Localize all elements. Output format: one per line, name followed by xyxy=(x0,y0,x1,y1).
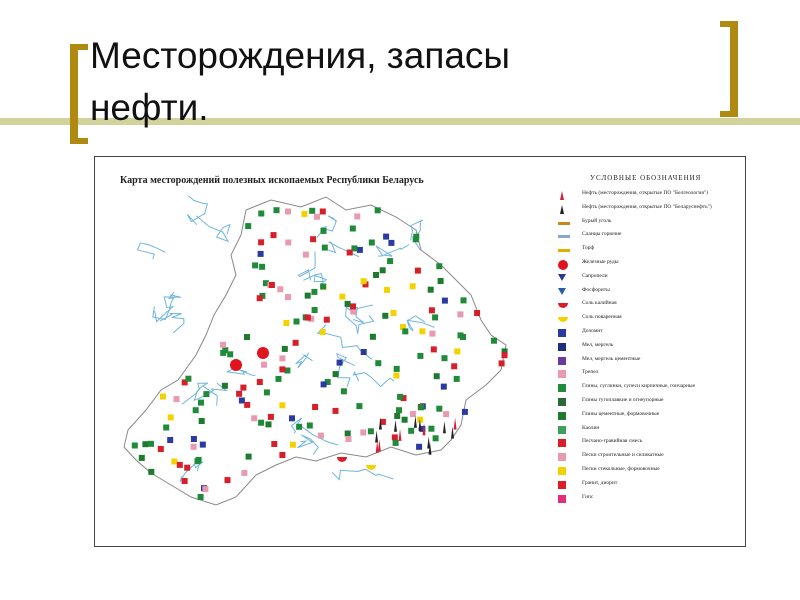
legend-label: Торф xyxy=(582,245,595,252)
slide-title-line-2: нефти. xyxy=(90,87,209,128)
legend-label: Сланцы горючие xyxy=(582,231,622,238)
deposit-marker xyxy=(296,424,302,430)
deposit-marker xyxy=(290,442,296,448)
deposit-marker xyxy=(436,406,442,412)
legend-item xyxy=(556,273,742,285)
deposit-marker xyxy=(285,209,291,215)
deposit-marker xyxy=(241,470,247,476)
deposit-marker xyxy=(333,408,339,414)
deposit-marker xyxy=(220,342,226,348)
deposit-marker xyxy=(356,403,362,409)
deposit-marker xyxy=(266,421,272,427)
deposit-marker xyxy=(245,223,251,229)
deposit-marker xyxy=(199,418,205,424)
deposit-marker xyxy=(148,441,154,447)
deposit-marker xyxy=(279,355,285,361)
deposit-marker xyxy=(397,394,403,400)
deposit-marker xyxy=(285,240,291,246)
deposit-marker xyxy=(279,402,285,408)
deposit-marker xyxy=(261,362,267,368)
legend-label: Глины цементные, формовочные xyxy=(582,410,660,417)
river-line xyxy=(332,469,393,480)
deposit-marker xyxy=(277,286,283,292)
river-line xyxy=(187,196,207,225)
deposit-marker xyxy=(320,209,326,215)
deposit-marker xyxy=(264,389,270,395)
legend-label: Нефть (месторождения, открытые ПО "Беларуснефть") xyxy=(582,203,712,210)
deposit-marker xyxy=(418,404,424,410)
deposit-marker xyxy=(461,297,467,303)
deposit-marker xyxy=(350,226,356,232)
legend-label: Доломит xyxy=(582,328,603,334)
legend-symbol-icon xyxy=(558,453,566,461)
deposit-marker xyxy=(361,349,367,355)
legend-symbol-icon xyxy=(558,370,566,378)
deposit-marker xyxy=(462,409,468,415)
deposit-marker xyxy=(258,211,264,217)
legend-item xyxy=(556,383,742,395)
deposit-marker xyxy=(347,250,353,256)
deposit-marker xyxy=(391,310,397,316)
deposit-marker xyxy=(294,319,300,325)
deposit-marker xyxy=(368,428,374,434)
legend-symbol-icon xyxy=(560,205,564,214)
legend-item xyxy=(556,342,742,354)
legend-symbol-icon xyxy=(558,467,566,475)
slide-title-line-1: Месторождения, запасы xyxy=(90,35,511,76)
legend-label: Пески строительные и силикатные xyxy=(582,452,664,459)
deposit-marker xyxy=(171,459,177,465)
deposit-marker xyxy=(244,402,250,408)
legend-symbol-icon xyxy=(558,412,566,420)
deposit-marker xyxy=(431,346,437,352)
deposit-marker xyxy=(388,240,394,246)
salt-deposit-marker xyxy=(337,457,347,462)
deposit-marker xyxy=(191,436,197,442)
deposit-marker xyxy=(357,247,363,253)
deposit-marker xyxy=(305,293,311,299)
legend-item xyxy=(556,245,742,257)
legend-label: Соль калийная xyxy=(582,300,617,307)
legend-symbol-icon xyxy=(558,249,570,252)
legend-item xyxy=(556,190,742,202)
deposit-marker xyxy=(202,486,208,492)
deposit-marker xyxy=(499,360,505,366)
legend-symbol-icon xyxy=(560,191,564,200)
deposit-marker xyxy=(393,440,399,446)
deposit-marker xyxy=(369,240,375,246)
legend-item xyxy=(556,218,742,230)
legend-item xyxy=(556,300,742,312)
deposit-marker xyxy=(167,437,173,443)
deposit-marker xyxy=(271,232,277,238)
legend-label: Мел, мергель цементные xyxy=(582,355,641,362)
deposit-marker xyxy=(415,268,421,274)
deposit-marker xyxy=(394,413,400,419)
deposit-marker xyxy=(370,334,376,340)
deposit-marker xyxy=(132,443,138,449)
legend-item xyxy=(556,356,742,368)
deposit-marker xyxy=(246,454,252,460)
legend-label: Соль поваренная xyxy=(582,314,622,321)
deposit-marker xyxy=(239,398,245,404)
legend-symbol-icon xyxy=(558,317,568,322)
legend-label: Сапропели xyxy=(582,272,608,279)
deposit-marker xyxy=(139,455,145,461)
legend-symbol-icon xyxy=(558,439,566,447)
deposit-marker xyxy=(402,417,408,423)
deposit-marker xyxy=(393,373,399,379)
deposit-marker xyxy=(168,414,174,420)
legend-item xyxy=(556,425,742,437)
deposit-marker xyxy=(360,430,366,436)
deposit-marker xyxy=(354,213,360,219)
legend-symbol-icon xyxy=(558,260,568,270)
legend-label: Гипс xyxy=(582,493,594,500)
deposit-marker xyxy=(257,379,263,385)
deposit-marker xyxy=(383,234,389,240)
deposit-marker xyxy=(345,301,351,307)
legend-symbol-icon xyxy=(558,329,566,337)
deposit-marker xyxy=(258,420,264,426)
deposit-marker xyxy=(321,228,327,234)
legend-item xyxy=(556,494,742,506)
deposit-marker xyxy=(244,334,250,340)
deposit-marker xyxy=(282,346,288,352)
legend-symbol-icon xyxy=(558,222,570,225)
legend-item xyxy=(556,204,742,216)
deposit-marker xyxy=(276,376,282,382)
legend-symbol-icon xyxy=(558,303,568,308)
legend-item xyxy=(556,452,742,464)
deposit-marker xyxy=(302,211,308,217)
deposit-marker xyxy=(258,251,264,257)
deposit-marker xyxy=(410,283,416,289)
legend-symbol-icon xyxy=(558,357,566,365)
legend-label: Глины, суглинки, супеси кирпичные, гончарные xyxy=(582,383,696,390)
deposit-marker xyxy=(322,245,328,251)
legend-label: Бурый уголь xyxy=(582,217,612,224)
deposit-marker xyxy=(402,328,408,334)
slide-title xyxy=(90,30,690,134)
legend-label: Каолин xyxy=(582,424,600,431)
deposit-marker xyxy=(432,314,438,320)
legend-symbol-icon xyxy=(558,495,566,503)
deposit-marker xyxy=(442,355,448,361)
belarus-deposits-map xyxy=(96,185,546,530)
deposit-marker xyxy=(396,407,402,413)
deposit-marker xyxy=(491,338,497,344)
legend-item xyxy=(556,438,742,450)
deposit-marker xyxy=(271,441,277,447)
deposit-marker xyxy=(443,411,449,417)
deposit-marker xyxy=(312,307,318,313)
iron-ore-marker xyxy=(230,359,242,371)
deposit-marker xyxy=(185,376,191,382)
legend-symbol-icon xyxy=(558,343,566,351)
legend-label: Нефть (месторождения, открытые ПО "Белгеология") xyxy=(582,190,708,196)
deposit-marker xyxy=(312,404,318,410)
deposit-marker xyxy=(220,350,226,356)
deposit-marker xyxy=(318,433,324,439)
legend-item xyxy=(556,287,742,299)
deposit-marker xyxy=(451,363,457,369)
deposit-marker xyxy=(441,384,447,390)
deposit-marker xyxy=(408,428,414,434)
deposit-marker xyxy=(279,452,285,458)
legend-label: Гранит, диорит xyxy=(582,479,618,486)
legend-symbol-icon xyxy=(558,274,566,281)
legend-item xyxy=(556,480,742,492)
legend-item xyxy=(556,397,742,409)
deposit-marker xyxy=(182,478,188,484)
deposit-marker xyxy=(191,444,197,450)
deposit-marker xyxy=(392,434,398,440)
iron-ore-marker xyxy=(257,347,269,359)
deposit-marker xyxy=(438,278,444,284)
deposit-marker xyxy=(257,295,263,301)
deposit-marker xyxy=(252,262,258,268)
deposit-marker xyxy=(429,331,435,337)
deposit-marker xyxy=(314,214,320,220)
deposit-marker xyxy=(375,207,381,213)
legend-symbol-icon xyxy=(558,384,566,392)
deposit-marker xyxy=(320,284,326,290)
deposit-marker xyxy=(268,414,274,420)
deposit-marker xyxy=(174,396,180,402)
legend-item xyxy=(556,231,742,243)
deposit-marker xyxy=(259,264,265,270)
deposit-marker xyxy=(339,294,345,300)
legend-item xyxy=(556,314,742,326)
deposit-marker xyxy=(416,444,422,450)
legend-symbol-icon xyxy=(558,481,566,489)
deposit-marker xyxy=(321,381,327,387)
deposit-marker xyxy=(474,310,480,316)
deposit-marker xyxy=(193,407,199,413)
deposit-marker xyxy=(436,263,442,269)
deposit-marker xyxy=(457,311,463,317)
deposit-marker xyxy=(320,329,326,335)
deposit-marker xyxy=(429,307,435,313)
legend-label: Глины тугоплавкие и огнеупорные xyxy=(582,397,664,403)
deposit-marker xyxy=(380,267,386,273)
legend-label: Трепел xyxy=(582,369,599,376)
deposit-marker xyxy=(285,294,291,300)
deposit-marker xyxy=(269,282,275,288)
deposit-marker xyxy=(310,236,316,242)
deposit-marker xyxy=(346,436,352,442)
river-line xyxy=(138,243,166,259)
deposit-marker xyxy=(160,394,166,400)
deposit-marker xyxy=(203,391,209,397)
legend-symbol-icon xyxy=(558,398,566,406)
legend-label: Песчано-гравийная смесь xyxy=(582,438,643,445)
deposit-marker xyxy=(158,446,164,452)
deposit-marker xyxy=(279,366,285,372)
deposit-marker xyxy=(305,315,311,321)
deposit-marker xyxy=(283,320,289,326)
deposit-marker xyxy=(382,313,388,319)
legend-symbol-icon xyxy=(558,235,570,238)
deposit-marker xyxy=(163,425,169,431)
legend-label: Пески стекольные, формовочные xyxy=(582,466,660,472)
deposit-marker xyxy=(311,289,317,295)
deposit-marker xyxy=(274,207,280,213)
deposit-marker xyxy=(293,340,299,346)
deposit-marker xyxy=(225,477,231,483)
salt-deposit-marker xyxy=(366,465,376,470)
deposit-marker xyxy=(148,469,154,475)
deposit-marker xyxy=(177,462,183,468)
legend-heading: УСЛОВНЫЕ ОБОЗНАЧЕНИЯ xyxy=(590,174,702,182)
belarus-outline xyxy=(124,197,506,505)
legend-symbol-icon xyxy=(558,288,566,295)
deposit-marker xyxy=(458,332,464,338)
deposit-marker xyxy=(142,441,148,447)
deposit-marker xyxy=(410,411,416,417)
deposit-marker xyxy=(361,278,367,284)
deposit-marker xyxy=(222,383,228,389)
river-line xyxy=(160,314,184,333)
legend-label: Фосфориты xyxy=(582,286,610,293)
deposit-marker xyxy=(303,252,309,258)
deposit-marker xyxy=(251,415,257,421)
legend-item xyxy=(556,369,742,381)
map-title: Карта месторождений полезных ископаемых Республики Беларусь xyxy=(120,175,424,186)
deposit-marker xyxy=(227,351,233,357)
deposit-marker xyxy=(375,360,381,366)
legend-item xyxy=(556,328,742,340)
deposit-marker xyxy=(333,371,339,377)
deposit-marker xyxy=(289,415,295,421)
deposit-marker xyxy=(198,400,204,406)
deposit-marker xyxy=(387,258,393,264)
deposit-marker xyxy=(307,423,313,429)
deposit-marker xyxy=(419,328,425,334)
deposit-marker xyxy=(428,287,434,293)
deposit-marker xyxy=(345,431,351,437)
legend-item xyxy=(556,411,742,423)
deposit-marker xyxy=(350,303,356,309)
deposit-marker xyxy=(413,236,419,242)
deposit-marker xyxy=(384,287,390,293)
deposit-marker xyxy=(433,435,439,441)
deposit-marker xyxy=(454,348,460,354)
deposit-marker xyxy=(442,298,448,304)
river-line xyxy=(196,216,230,242)
deposit-marker xyxy=(324,317,330,323)
deposit-marker xyxy=(184,465,190,471)
legend-label: Железные руды xyxy=(582,259,619,265)
deposit-marker xyxy=(309,208,315,214)
deposit-marker xyxy=(195,458,201,464)
deposit-marker xyxy=(428,426,434,432)
deposit-marker xyxy=(200,442,206,448)
legend-label: Мел, мергель xyxy=(582,341,614,348)
deposit-marker xyxy=(198,494,204,500)
legend-item xyxy=(556,466,742,478)
deposit-marker xyxy=(337,360,343,366)
deposit-marker xyxy=(454,376,460,382)
deposit-marker xyxy=(258,239,264,245)
deposit-marker xyxy=(434,373,440,379)
legend-symbol-icon xyxy=(558,426,566,434)
deposit-marker xyxy=(236,391,242,397)
deposit-marker xyxy=(373,272,379,278)
deposit-marker xyxy=(240,385,246,391)
deposit-marker xyxy=(417,353,423,359)
deposit-marker xyxy=(502,352,508,358)
legend-item xyxy=(556,259,742,271)
deposit-marker xyxy=(341,388,347,394)
deposit-marker xyxy=(394,366,400,372)
